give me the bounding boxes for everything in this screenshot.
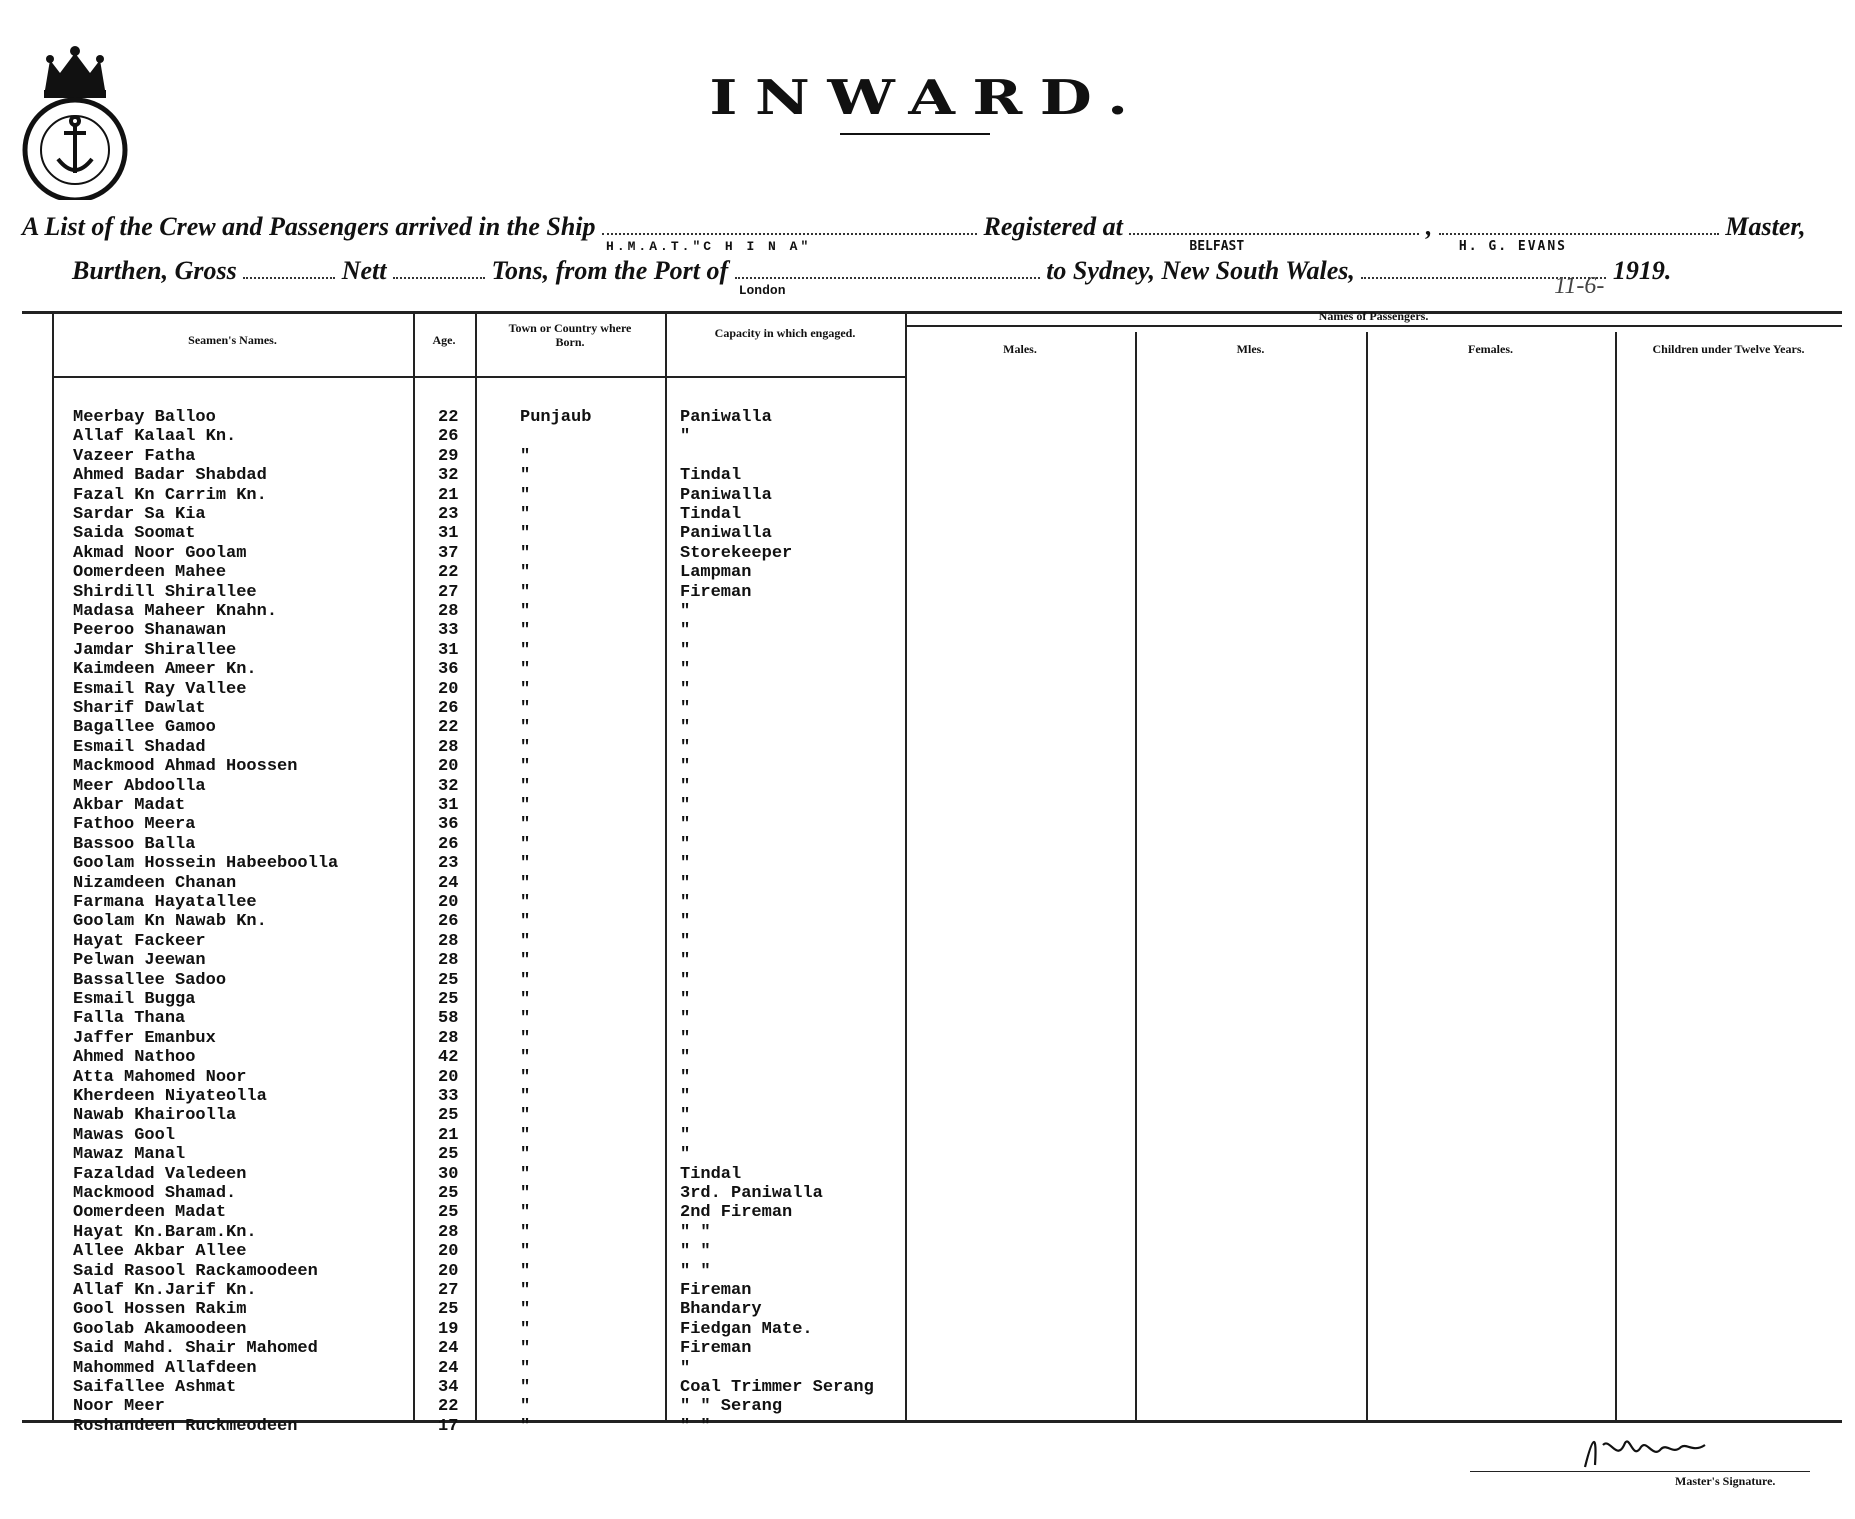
table-row — [0, 971, 1855, 990]
crew-birthplace: " — [520, 1067, 531, 1087]
table-row — [0, 1009, 1855, 1028]
crew-name: Atta Mahomed Noor — [73, 1067, 247, 1087]
col-header-names: Seamen's Names. — [188, 333, 277, 347]
crew-capacity: " — [680, 718, 691, 738]
crew-name: Hayat Fackeer — [73, 931, 206, 951]
ship-name: H.M.A.T."C H I N A" — [606, 239, 812, 254]
crew-name: Bagallee Gamoo — [73, 718, 216, 738]
registered-label: Registered at — [983, 212, 1123, 241]
crew-birthplace: " — [520, 505, 531, 524]
crew-age: 31 — [438, 524, 459, 544]
table-row — [0, 1068, 1855, 1087]
crew-capacity: " — [680, 1145, 691, 1165]
crew-birthplace: " — [520, 990, 531, 1009]
header-bottom-rule — [52, 376, 907, 378]
crew-age: 27 — [438, 582, 459, 602]
table-row — [0, 641, 1855, 660]
crew-name: Esmail Shadad — [73, 737, 206, 757]
crew-age: 26 — [438, 834, 459, 854]
table-row — [0, 408, 1855, 427]
crew-age: 58 — [438, 1009, 459, 1029]
crew-capacity: Tindal — [680, 466, 742, 486]
crew-capacity: Fireman — [680, 1281, 752, 1300]
crew-capacity: " — [680, 796, 691, 815]
crew-birthplace: " — [520, 1106, 531, 1126]
table-row — [0, 447, 1855, 466]
crew-age: 25 — [438, 1203, 459, 1223]
crew-capacity: " — [680, 737, 691, 757]
table-row — [0, 1223, 1855, 1242]
master-label: Master, — [1725, 212, 1806, 241]
crew-age: 25 — [438, 1106, 459, 1126]
crew-name: Vazeer Fatha — [73, 446, 196, 466]
crew-age: 20 — [438, 757, 459, 777]
col-header-town: Town or Country where Born. — [508, 321, 632, 349]
crew-name: Allaf Kalaal Kn. — [73, 427, 237, 447]
crew-name: Pelwan Jeewan — [73, 951, 206, 971]
crew-capacity: Lampman — [680, 563, 752, 583]
table-row — [0, 563, 1855, 582]
crew-capacity: " " — [680, 1242, 711, 1262]
table-row — [0, 1339, 1855, 1358]
crew-birthplace: " — [520, 563, 531, 583]
crew-birthplace: " — [520, 1048, 531, 1068]
table-row — [0, 699, 1855, 718]
crew-name: Akmad Noor Goolam — [73, 543, 247, 563]
crew-name: Nawab Khairoolla — [73, 1106, 237, 1126]
crew-name: Bassallee Sadoo — [73, 970, 227, 990]
crew-name: Meerbay Balloo — [73, 408, 216, 427]
crew-age: 36 — [438, 815, 459, 835]
crew-birthplace: " — [520, 873, 531, 893]
crew-name: Oomerdeen Mahee — [73, 563, 227, 583]
crew-birthplace: " — [520, 737, 531, 757]
crew-age: 22 — [438, 563, 459, 583]
crew-age: 22 — [438, 718, 459, 738]
crew-age: 27 — [438, 1281, 459, 1300]
table-row — [0, 1397, 1855, 1416]
col-header-mles: Mles. — [1236, 342, 1265, 356]
crew-birthplace: " — [520, 718, 531, 738]
table-row — [0, 1126, 1855, 1145]
crew-age: 20 — [438, 1242, 459, 1262]
table-row — [0, 524, 1855, 543]
crew-age: 25 — [438, 1300, 459, 1320]
crew-age: 22 — [438, 1397, 459, 1417]
crew-capacity: " — [680, 640, 691, 660]
crew-birthplace: " — [520, 621, 531, 641]
crew-capacity: " — [680, 1067, 691, 1087]
table-row — [0, 680, 1855, 699]
table-row — [0, 1106, 1855, 1125]
crew-capacity: " — [680, 602, 691, 621]
col-header-children: Children under Twelve Years. — [1652, 342, 1805, 356]
crew-age: 28 — [438, 602, 459, 621]
crew-birthplace: " — [520, 931, 531, 951]
crew-birthplace: " — [520, 524, 531, 544]
crew-capacity: " — [680, 1087, 691, 1106]
crew-name: Ahmed Badar Shabdad — [73, 466, 267, 486]
crew-age: 28 — [438, 737, 459, 757]
table-row — [0, 854, 1855, 873]
crew-capacity: " — [680, 951, 691, 971]
crew-age: 22 — [438, 408, 459, 427]
port-from: London — [738, 283, 786, 298]
crew-name: Goolam Hossein Habeeboolla — [73, 854, 339, 874]
crew-name: Mawaz Manal — [73, 1145, 186, 1165]
crew-capacity: " — [680, 854, 691, 874]
crew-name: Fazaldad Valedeen — [73, 1164, 247, 1184]
crew-birthplace: " — [520, 1242, 531, 1262]
crew-capacity: Tindal — [680, 505, 742, 524]
crew-birthplace: " — [520, 1397, 531, 1417]
table-row — [0, 1320, 1855, 1339]
table-row — [0, 1087, 1855, 1106]
crew-birthplace: " — [520, 1203, 531, 1223]
crew-capacity: Tindal — [680, 1164, 742, 1184]
crew-age: 28 — [438, 931, 459, 951]
table-row — [0, 893, 1855, 912]
crew-age: 42 — [438, 1048, 459, 1068]
crew-age: 33 — [438, 1087, 459, 1106]
crew-birthplace: " — [520, 660, 531, 680]
crew-birthplace: " — [520, 854, 531, 874]
crew-birthplace: " — [520, 466, 531, 486]
crew-age: 20 — [438, 1261, 459, 1281]
crew-birthplace: " — [520, 1416, 531, 1436]
crew-birthplace: " — [520, 893, 531, 912]
crew-age: 28 — [438, 1222, 459, 1242]
crew-capacity: Fireman — [680, 582, 752, 602]
crew-name: Allaf Kn.Jarif Kn. — [73, 1281, 257, 1300]
crew-capacity: 3rd. Paniwalla — [680, 1184, 823, 1203]
crew-name: Esmail Bugga — [73, 990, 196, 1009]
crew-birthplace: " — [520, 1300, 531, 1320]
crew-birthplace: " — [520, 679, 531, 699]
crew-capacity: " — [680, 931, 691, 951]
crew-capacity: Fireman — [680, 1339, 752, 1359]
crew-age: 30 — [438, 1164, 459, 1184]
crew-age: 25 — [438, 970, 459, 990]
crew-age: 21 — [438, 485, 459, 505]
crew-age: 17 — [438, 1416, 459, 1436]
table-row — [0, 621, 1855, 640]
table-row — [0, 466, 1855, 485]
crew-birthplace: " — [520, 1358, 531, 1378]
page-title: INWARD. — [709, 70, 1146, 126]
crew-name: Hayat Kn.Baram.Kn. — [73, 1222, 257, 1242]
table-row — [0, 1145, 1855, 1164]
crew-capacity: " — [680, 699, 691, 718]
crew-age: 31 — [438, 640, 459, 660]
crew-name: Mahommed Allafdeen — [73, 1358, 257, 1378]
crew-capacity: " — [680, 1106, 691, 1126]
table-row — [0, 874, 1855, 893]
crew-age: 25 — [438, 990, 459, 1009]
crew-name: Gool Hossen Rakim — [73, 1300, 247, 1320]
crew-capacity: Fiedgan Mate. — [680, 1319, 813, 1339]
table-row — [0, 718, 1855, 737]
list-prefix: A List of the Crew and Passengers arrived in the Ship — [22, 212, 596, 241]
crew-capacity: " — [680, 621, 691, 641]
crew-name: Goolam Kn Nawab Kn. — [73, 912, 267, 932]
crew-name: Nizamdeen Chanan — [73, 873, 237, 893]
nett-label: Nett — [341, 256, 387, 285]
registered-port: BELFAST — [1189, 239, 1245, 254]
crew-age: 24 — [438, 1339, 459, 1359]
crew-age: 20 — [438, 893, 459, 912]
col-header-passengers: Names of Passengers. — [1318, 309, 1429, 323]
table-row — [0, 602, 1855, 621]
crew-capacity: " — [680, 912, 691, 932]
crew-birthplace: " — [520, 1028, 531, 1048]
crew-birthplace: " — [520, 699, 531, 718]
crew-capacity: " " — [680, 1416, 711, 1436]
crew-name: Jaffer Emanbux — [73, 1028, 216, 1048]
crew-birthplace: " — [520, 543, 531, 563]
crew-age: 34 — [438, 1378, 459, 1397]
passenger-header-rule — [905, 325, 1842, 327]
crew-capacity: " — [680, 990, 691, 1009]
crew-birthplace: " — [520, 970, 531, 990]
table-row — [0, 1242, 1855, 1261]
crew-age: 26 — [438, 912, 459, 932]
crew-age: 24 — [438, 873, 459, 893]
crew-capacity: " — [680, 893, 691, 912]
crew-birthplace: " — [520, 1378, 531, 1397]
crew-capacity: " — [680, 815, 691, 835]
table-row — [0, 486, 1855, 505]
crew-name: Shirdill Shirallee — [73, 582, 257, 602]
crew-name: Akbar Madat — [73, 796, 186, 815]
crew-birthplace: " — [520, 1164, 531, 1184]
crew-age: 25 — [438, 1184, 459, 1203]
crew-capacity: Paniwalla — [680, 408, 772, 427]
crew-birthplace: " — [520, 1261, 531, 1281]
table-row — [0, 1262, 1855, 1281]
crew-age: 20 — [438, 679, 459, 699]
crew-birthplace: " — [520, 582, 531, 602]
crew-capacity: " " — [680, 1222, 711, 1242]
crew-birthplace: " — [520, 1319, 531, 1339]
crew-name: Noor Meer — [73, 1397, 165, 1417]
col-header-capacity: Capacity in which engaged. — [714, 326, 856, 340]
table-row — [0, 1029, 1855, 1048]
arrival-year: 1919. — [1612, 256, 1672, 285]
crew-name: Allee Akbar Allee — [73, 1242, 247, 1262]
table-row — [0, 1281, 1855, 1300]
master-signature — [1575, 1425, 1725, 1475]
crew-capacity: " — [680, 1125, 691, 1145]
table-row — [0, 738, 1855, 757]
table-row — [0, 505, 1855, 524]
crew-name: Madasa Maheer Knahn. — [73, 602, 278, 621]
crew-birthplace: " — [520, 1087, 531, 1106]
crew-age: 24 — [438, 1358, 459, 1378]
crew-birthplace: " — [520, 1009, 531, 1029]
table-row — [0, 1300, 1855, 1319]
title-ornament — [840, 133, 990, 139]
crew-capacity: " — [680, 679, 691, 699]
table-row — [0, 660, 1855, 679]
table-row — [0, 757, 1855, 776]
signature-label: Master's Signature. — [1675, 1474, 1776, 1488]
table-row — [0, 544, 1855, 563]
table-row — [0, 1165, 1855, 1184]
crew-name: Roshandeen Ruckmeodeen — [73, 1416, 298, 1436]
crew-birthplace: " — [520, 776, 531, 796]
table-row — [0, 427, 1855, 446]
crew-age: 31 — [438, 796, 459, 815]
burthen-label: Burthen, Gross — [72, 256, 237, 285]
tons-label: Tons, from the Port of — [491, 256, 729, 285]
crew-birthplace: " — [520, 951, 531, 971]
crew-birthplace: " — [520, 1222, 531, 1242]
crew-capacity: " — [680, 757, 691, 777]
crew-capacity: " — [680, 970, 691, 990]
crew-capacity: " — [680, 776, 691, 796]
crew-name: Fathoo Meera — [73, 815, 196, 835]
crew-name: Mackmood Ahmad Hoossen — [73, 757, 298, 777]
table-row — [0, 835, 1855, 854]
table-row — [0, 990, 1855, 1009]
crew-birthplace: " — [520, 1125, 531, 1145]
crew-age: 32 — [438, 776, 459, 796]
crew-age: 28 — [438, 951, 459, 971]
crew-name: Said Rasool Rackamoodeen — [73, 1261, 318, 1281]
crew-name: Saifallee Ashmat — [73, 1378, 237, 1397]
col-header-age: Age. — [432, 333, 456, 347]
master-name: H. G. EVANS — [1458, 239, 1567, 254]
crew-birthplace: " — [520, 1145, 531, 1165]
crew-birthplace: " — [520, 912, 531, 932]
crew-name: Meer Abdoolla — [73, 776, 206, 796]
table-row — [0, 777, 1855, 796]
arrival-date: 11-6- — [1554, 273, 1605, 299]
crew-birthplace: " — [520, 834, 531, 854]
crew-age: 33 — [438, 621, 459, 641]
table-row — [0, 815, 1855, 834]
crew-birthplace: " — [520, 815, 531, 835]
crew-age: 19 — [438, 1319, 459, 1339]
crew-capacity: " — [680, 1028, 691, 1048]
crew-name: Goolab Akamoodeen — [73, 1319, 247, 1339]
crew-birthplace: " — [520, 796, 531, 815]
crew-name: Sardar Sa Kia — [73, 505, 206, 524]
crew-name: Saida Soomat — [73, 524, 196, 544]
crew-birthplace: " — [520, 485, 531, 505]
crew-capacity: " — [680, 834, 691, 854]
crew-name: Kherdeen Niyateolla — [73, 1087, 267, 1106]
table-row — [0, 1378, 1855, 1397]
crew-birthplace: " — [520, 640, 531, 660]
crew-capacity: " — [680, 660, 691, 680]
crew-name: Mawas Gool — [73, 1125, 176, 1145]
crew-name: Mackmood Shamad. — [73, 1184, 237, 1203]
crew-name: Peeroo Shanawan — [73, 621, 227, 641]
crew-birthplace: Punjaub — [520, 408, 592, 427]
signature-rule — [1470, 1471, 1810, 1472]
crew-age: 26 — [438, 427, 459, 447]
crew-capacity: Coal Trimmer Serang — [680, 1378, 874, 1397]
table-row — [0, 951, 1855, 970]
crew-name: Esmail Ray Vallee — [73, 679, 247, 699]
crew-name: Fazal Kn Carrim Kn. — [73, 485, 267, 505]
crew-capacity: 2nd Fireman — [680, 1203, 793, 1223]
table-row — [0, 912, 1855, 931]
crew-name: Sharif Dawlat — [73, 699, 206, 718]
table-row — [0, 796, 1855, 815]
crew-capacity: " — [680, 427, 691, 447]
crew-capacity: " — [680, 1009, 691, 1029]
crew-name: Kaimdeen Ameer Kn. — [73, 660, 257, 680]
table-row — [0, 932, 1855, 951]
table-row — [0, 1203, 1855, 1222]
crew-age: 23 — [438, 854, 459, 874]
crew-name: Farmana Hayatallee — [73, 893, 257, 912]
crew-birthplace: " — [520, 1339, 531, 1359]
to-sydney-label: to Sydney, New South Wales, — [1046, 256, 1355, 285]
col-header-females: Females. — [1468, 342, 1513, 356]
crew-age: 36 — [438, 660, 459, 680]
col-header-males: Males. — [1003, 342, 1037, 356]
crew-name: Ahmed Nathoo — [73, 1048, 196, 1068]
crew-name: Said Mahd. Shair Mahomed — [73, 1339, 318, 1359]
crew-age: 37 — [438, 543, 459, 563]
table-row — [0, 1184, 1855, 1203]
crew-age: 29 — [438, 446, 459, 466]
crew-capacity: " — [680, 1048, 691, 1068]
crew-age: 26 — [438, 699, 459, 718]
crew-birthplace: " — [520, 602, 531, 621]
crew-name: Bassoo Balla — [73, 834, 196, 854]
crew-capacity: " — [680, 873, 691, 893]
crew-age: 28 — [438, 1028, 459, 1048]
crew-capacity: Paniwalla — [680, 485, 772, 505]
table-row — [0, 1048, 1855, 1067]
crew-name: Jamdar Shirallee — [73, 640, 237, 660]
crew-birthplace: " — [520, 757, 531, 777]
crew-name: Oomerdeen Madat — [73, 1203, 227, 1223]
crew-capacity: Storekeeper — [680, 543, 793, 563]
crew-age: 25 — [438, 1145, 459, 1165]
crew-capacity: Paniwalla — [680, 524, 772, 544]
crew-birthplace: " — [520, 1184, 531, 1203]
crew-age: 23 — [438, 505, 459, 524]
crew-age: 21 — [438, 1125, 459, 1145]
crew-birthplace: " — [520, 446, 531, 466]
crew-age: 20 — [438, 1067, 459, 1087]
header-line-1: A List of the Crew and Passengers arrived in the Ship H.M.A.T."C H I N A" Registered at BELFAST , H. G. EVANS Master, — [22, 212, 1806, 254]
crew-capacity: Bhandary — [680, 1300, 762, 1320]
header-line-2 — [72, 256, 1842, 299]
crew-capacity: " " — [680, 1261, 711, 1281]
crew-age: 32 — [438, 466, 459, 486]
crew-name: Falla Thana — [73, 1009, 186, 1029]
crew-capacity: " — [680, 1358, 691, 1378]
table-row — [0, 583, 1855, 602]
crew-capacity: " " Serang — [680, 1397, 783, 1417]
crew-birthplace: " — [520, 1281, 531, 1300]
table-row — [0, 1359, 1855, 1378]
